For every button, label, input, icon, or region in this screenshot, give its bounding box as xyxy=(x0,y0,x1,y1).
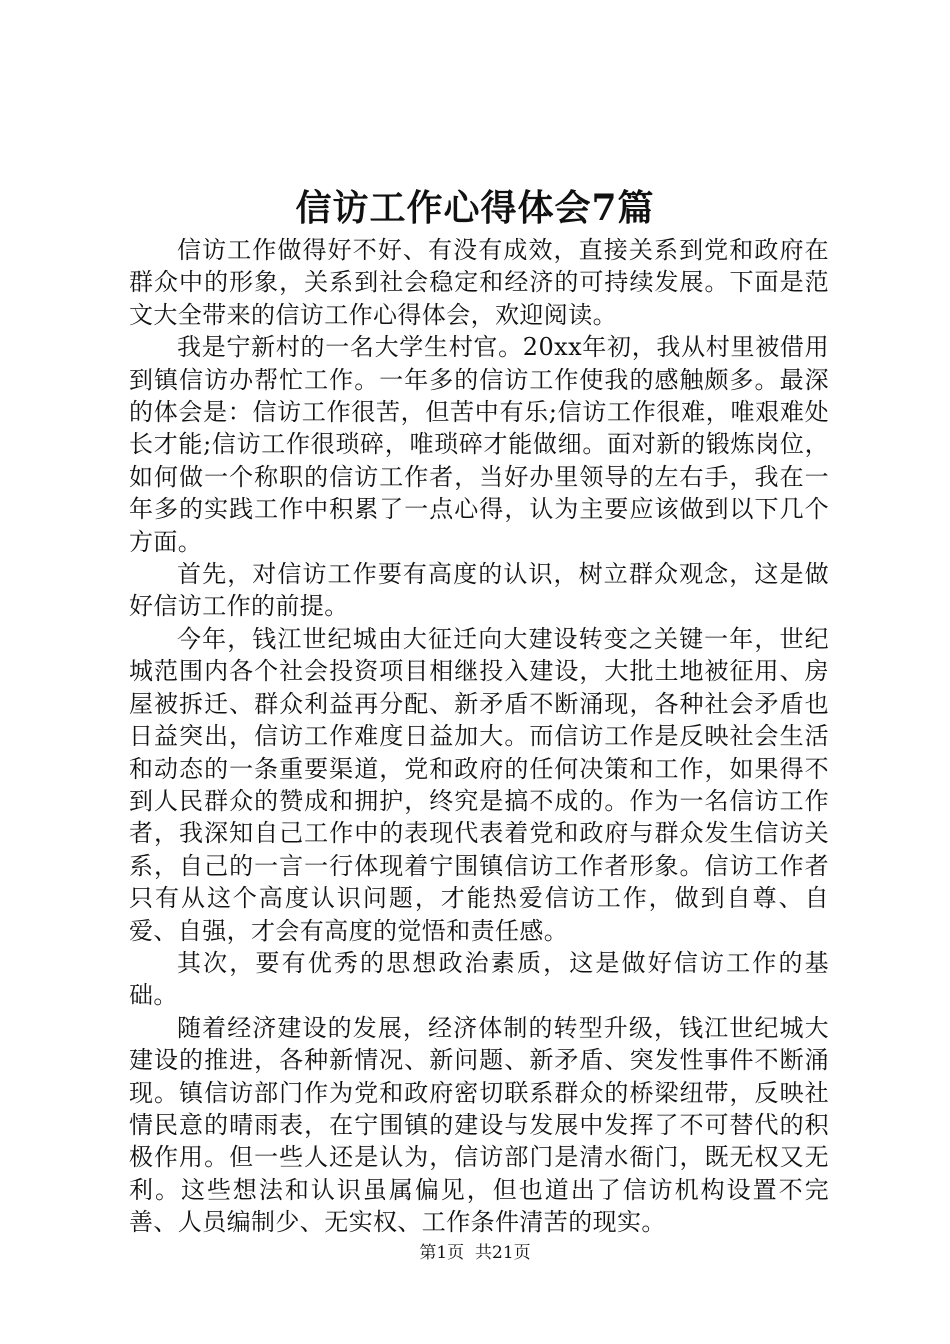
paragraph-intro: 信访工作做得好不好、有没有成效，直接关系到党和政府在群众中的形象，关系到社会稳定和经济的可持续发展。下面是范文大全带来的信访工作心得体会，欢迎阅读。 xyxy=(129,236,829,329)
paragraph-second-point: 其次，要有优秀的思想政治素质，这是做好信访工作的基础。 xyxy=(129,948,829,1010)
paragraph-first-point: 首先，对信访工作要有高度的认识，树立群众观念，这是做好信访工作的前提。 xyxy=(129,560,829,621)
paragraph-background: 我是宁新村的一名大学生村官。20xx年初，我从村里被借用到镇信访办帮忙工作。一年多的信访工作使我的感触颇多。最深的体会是：信访工作很苦，但苦中有乐;信访工作很难，唯艰难处长才能;信访工作很琐碎，唯琐碎才能做细。面对新的锻炼岗位，如何做一个称职的信访工作者，当好办里领导的左右手，我在一年多的实践工作中积累了一点心得，认为主要应该做到以下几个方面。 xyxy=(129,333,829,556)
page-footer xyxy=(0,1241,950,1265)
paragraph-second-detail: 随着经济建设的发展，经济体制的转型升级，钱江世纪城大建设的推进，各种新情况、新问题、新矛盾、突发性事件不断涌现。镇信访部门作为党和政府密切联系群众的桥梁纽带，反映社情民意的晴雨表，在宁围镇的建设与发展中发挥了不可替代的积极作用。但一些人还是认为，信访部门是清水衙门，既无权又无利。这些想法和认识虽属偏见，但也道出了信访机构设置不完善、人员编制少、无实权、工作条件清苦的现实。 xyxy=(129,1013,829,1237)
footer-spacer xyxy=(464,1243,475,1263)
document-title: 信访工作心得体会7篇 xyxy=(295,187,655,229)
page-total: 共21页 xyxy=(475,1243,531,1263)
page-number: 第1页 xyxy=(419,1243,465,1263)
document-body xyxy=(129,234,829,1239)
paragraph-first-detail: 今年，钱江世纪城由大征迁向大建设转变之关键一年，世纪城范围内各个社会投资项目相继投入建设，大批土地被征用、房屋被拆迁、群众利益再分配、新矛盾不断涌现，各种社会矛盾也日益突出，信访工作难度日益加大。而信访工作是反映社会生活和动态的一条重要渠道，党和政府的任何决策和工作，如果得不到人民群众的赞成和拥护，终究是搞不成的。作为一名信访工作者，我深知自己工作中的表现代表着党和政府与群众发生信访关系，自己的一言一行体现着宁围镇信访工作者形象。信访工作者只有从这个高度认识问题，才能热爱信访工作，做到自尊、自爱、自强，才会有高度的觉悟和责任感。 xyxy=(129,624,829,945)
